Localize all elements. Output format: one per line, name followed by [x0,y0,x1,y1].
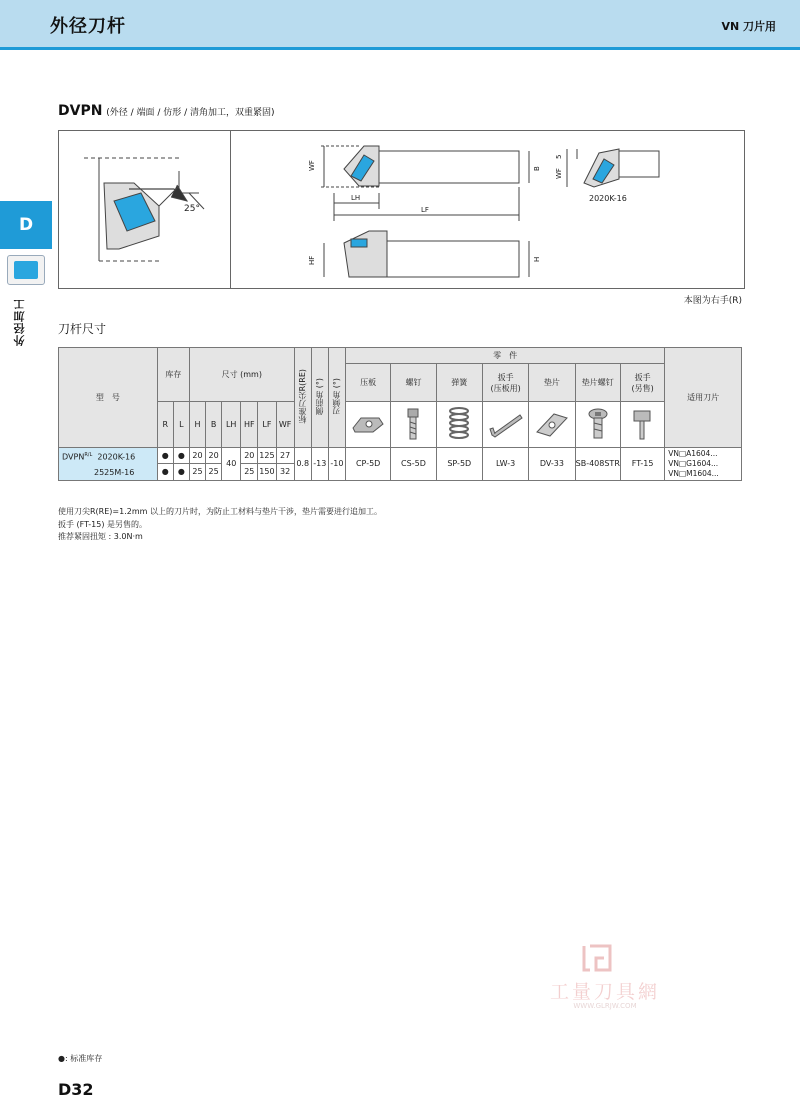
header-parts: 零 件 [345,348,664,364]
header-lf: LF [258,402,276,448]
header-l: L [173,402,189,448]
header-incl: 刃倾角 (°) [332,378,342,415]
turning-icon [7,255,45,285]
side-rake-value: -13 [311,448,328,481]
dim-5: 5 [555,154,563,159]
header-insert: 适用刀片 [665,348,742,448]
header-re: 标准刀尖R(RE) [298,369,308,424]
wrench-code: LW-3 [482,448,528,481]
dim-hf-value: 20 [241,448,258,464]
dim-lf-value: 150 [258,464,276,480]
dim-lf: LF [421,206,429,214]
table-title: 刀杆尺寸 [58,322,107,336]
dim-wf: WF [308,160,316,171]
part-wrench-extra: 扳手 (另售) [620,364,664,402]
model-name: 2020K-16 [97,452,136,462]
watermark-url: WWW.GLRJW.COM [573,1002,637,1010]
part-clamp: 压板 [345,364,390,402]
shim-code: DV-33 [529,448,575,481]
insert-list [665,448,742,481]
wrench-extra-code: FT-15 [620,448,664,481]
dim-wf-variant: WF [555,168,563,179]
dim-hf: HF [308,255,316,265]
dim-lh: LH [351,194,361,202]
header-stock: 库存 [157,348,189,402]
watermark [535,944,675,1014]
dim-b-value: 25 [206,464,222,480]
angle-label: 25° [184,204,200,214]
header-model: 型 号 [59,348,158,448]
dim-h: H [533,256,541,262]
header-r: R [157,402,173,448]
variant-label: 2020K-16 [589,194,627,203]
part-screw: 螺钉 [391,364,436,402]
watermark-text: 工量刀具網 [549,981,660,1003]
note-item: 使用刀尖R(RE)=1.2mm 以上的刀片时，为防止工材料与垫片干涉，垫片需要进行追加工。 [58,507,382,516]
stock-r: ● [157,448,173,464]
spring-code: SP-5D [436,448,482,481]
torx-wrench-icon [620,402,664,448]
insert-item: VN□M1604... [668,468,719,478]
page-header [0,0,800,50]
dim-h-value: 25 [189,464,205,480]
shim-icon [529,402,575,448]
header-h: H [189,402,205,448]
insert-item: VN□G1604... [668,458,719,468]
model-cell [59,448,158,481]
chapter-label: 外径加工 [13,298,26,346]
re-value: 0.8 [294,448,311,481]
header-category: VN 刀片用 [721,20,776,33]
dim-wf-value: 27 [276,448,294,464]
page-number: D32 [58,1080,94,1099]
dim-lh-value: 40 [222,448,241,481]
dim-hf-value: 25 [241,464,258,480]
spec-table [58,347,742,481]
dim-b-value: 20 [206,448,222,464]
shim-screw-code: SB-408STR [575,448,620,481]
header-dims: 尺寸 (mm) [189,348,294,402]
screw-icon [391,402,436,448]
notes [58,506,382,544]
chapter-tab: D [0,201,52,249]
header-wf: WF [276,402,294,448]
hand-note: 本图为右手(R) [683,296,742,306]
note-item: 推荐紧固扭矩 : 3.0N·m [58,532,143,541]
part-spring: 弹簧 [436,364,482,402]
page-title: 外径刀杆 [50,16,126,37]
model-prefix: DVPN [62,452,85,462]
part-shim-screw: 垫片螺钉 [575,364,620,402]
header-lh: LH [222,402,241,448]
holder-drawing [59,131,745,289]
incl-value: -10 [328,448,345,481]
stock-l: ● [173,448,189,464]
screw-code: CS-5D [391,448,436,481]
hex-wrench-icon [482,402,528,448]
clamp-code: CP-5D [345,448,390,481]
watermark-logo [580,944,614,972]
holder-diagram [58,130,745,289]
dim-wf-value: 32 [276,464,294,480]
holder-series: DVPN [58,103,103,119]
header-hf: HF [241,402,258,448]
shim-screw-icon [575,402,620,448]
clamp-icon [345,402,390,448]
stock-l: ● [173,464,189,480]
header-b: B [206,402,222,448]
part-shim: 垫片 [529,364,575,402]
spring-icon [436,402,482,448]
model-name: 2525M-16 [94,467,135,477]
stock-r: ● [157,464,173,480]
holder-description: (外径 / 端面 / 仿形 / 清角加工，双重紧固) [106,108,275,118]
header-side-rake: 侧前角 (°) [315,378,325,415]
insert-item: VN□A1604... [668,448,718,458]
section-title [58,103,275,119]
dim-h-value: 20 [189,448,205,464]
model-hand: R/L [84,452,93,458]
stock-legend: ●: 标准库存 [58,1054,103,1063]
dim-lf-value: 125 [258,448,276,464]
note-item: 扳手 (FT-15) 是另售的。 [58,519,148,529]
part-wrench: 扳手 (压板用) [482,364,528,402]
dim-b: B [533,166,541,171]
